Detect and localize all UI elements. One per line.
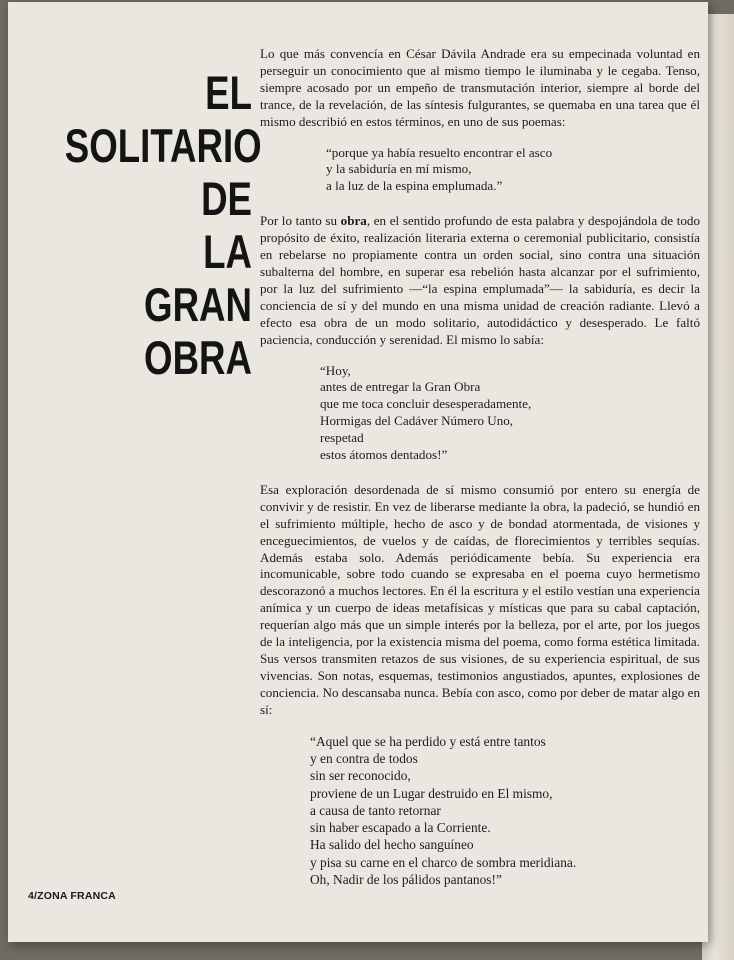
quote-line: y en contra de todos <box>310 750 418 766</box>
quote-line: Hormigas del Cadáver Número Uno, <box>320 413 514 429</box>
quote-line: y la sabiduría en mí mismo, <box>326 161 472 177</box>
quote-line: “Hoy, <box>320 362 351 378</box>
quote-line: estos átomos dentados!” <box>320 447 448 463</box>
quote-line: antes de entregar la Gran Obra <box>320 379 481 395</box>
quote-line: “Aquel que se ha perdido y está entre tantos <box>310 733 546 749</box>
title-line: EL <box>205 66 252 119</box>
paragraph-3: Esa exploración desordenada de sí mismo consumió por entero su energía de convivir y de resistir. En vez de liberarse mediante la obra, la padeció, se hundió en el sufrimiento múltiple, hecho de asco y de bondad atormentada, de visiones y enceguecimientos, de vuelos y de caídas, de florecimientos y terribles sequías. Además estaba solo. Además periódicamente bebía. Su experiencia era incomunicable, sobre todo cuando se expresaba en el poema cuyo hermetismo descorazonó a muchos lectores. En él la escritura y el estilo vestían una experiencia anímica y un cuerpo de ideas metafísicas y místicas que para su cabal captación, requerían algo más que un simple interés por la belleza, por el arte, por los juegos de la inteligencia, por la existencia misma del poema, como forma estética limitada. Sus versos transmiten retazos de sus visiones, de su experiencia espiritual, de sus vivencias. Son notas, esquemas, testimonios angustiados, apuntes, explosiones de conciencia. No descansaba nunca. Bebía con asco, como por deber de matar algo en sí: <box>260 481 700 717</box>
title-line: GRAN <box>144 278 252 331</box>
quote-line: “porque ya había resuelto encontrar el asco <box>326 144 553 160</box>
quote-line: a causa de tanto retornar <box>310 802 441 818</box>
quote-line: a la luz de la espina emplumada.” <box>326 178 503 194</box>
paragraph-2-lead: Por lo tanto su <box>260 213 341 229</box>
magazine-page <box>8 2 708 942</box>
quote-line: Oh, Nadir de los pálidos pantanos!” <box>310 872 502 887</box>
title-line: SOLITARIO <box>64 119 262 172</box>
title-line: DE <box>201 172 252 225</box>
paragraph-2-rest: , en el sentido profundo de esta palabra y despojándola de todo propósito de éxito, realización literaria externa o ceremonial publicitario, consistía en rebelarse no propiamente contra un orden social, sino contra una situación subalterna del hombre, en superar esa rebelión hasta alcanzar por el sufrimiento, por la luz del sufrimiento —“la espina emplumada”— la sabiduría, es decir la conciencia de sí y del mundo en una misma unidad de creación radiante. Llevó a efecto esa obra de un modo solitario, autodidáctico y desesperado. Le faltó paciencia, conducción y serenidad. El mismo lo sabía: <box>260 213 700 347</box>
title-line: OBRA <box>144 331 252 384</box>
paragraph-2-bold: obra <box>340 213 367 229</box>
quote-line: Ha salido del hecho sanguíneo <box>310 837 474 853</box>
article-body <box>260 46 700 888</box>
title-line: LA <box>203 225 252 278</box>
quote-line: proviene de un Lugar destruido en El mismo, <box>310 785 553 801</box>
quote-line: que me toca concluir desesperadamente, <box>320 396 532 412</box>
quote-line: sin ser reconocido, <box>310 768 411 784</box>
page-footer: 4/ZONA FRANCA <box>28 890 116 902</box>
quote-line: respetad <box>320 430 364 446</box>
quote-1 <box>260 145 700 196</box>
quote-3 <box>260 733 700 889</box>
quote-line: y pisa su carne en el charco de sombra meridiana. <box>310 854 577 870</box>
article-title <box>64 66 262 384</box>
quote-2 <box>260 363 700 464</box>
paragraph-2 <box>260 213 700 348</box>
quote-line: sin haber escapado a la Corriente. <box>310 820 491 836</box>
paragraph-1: Lo que más convencía en César Dávila Andrade era su empecinada voluntad en perseguir un conocimiento que al mismo tiempo le iluminaba y le cegaba. Tenso, siempre acosado por un empeño de transmutación interior, siempre al borde del trance, de la revelación, de las síntesis fulgurantes, se quemaba en una tarea que él mismo describió en estos términos, en uno de sus poemas: <box>260 46 700 129</box>
